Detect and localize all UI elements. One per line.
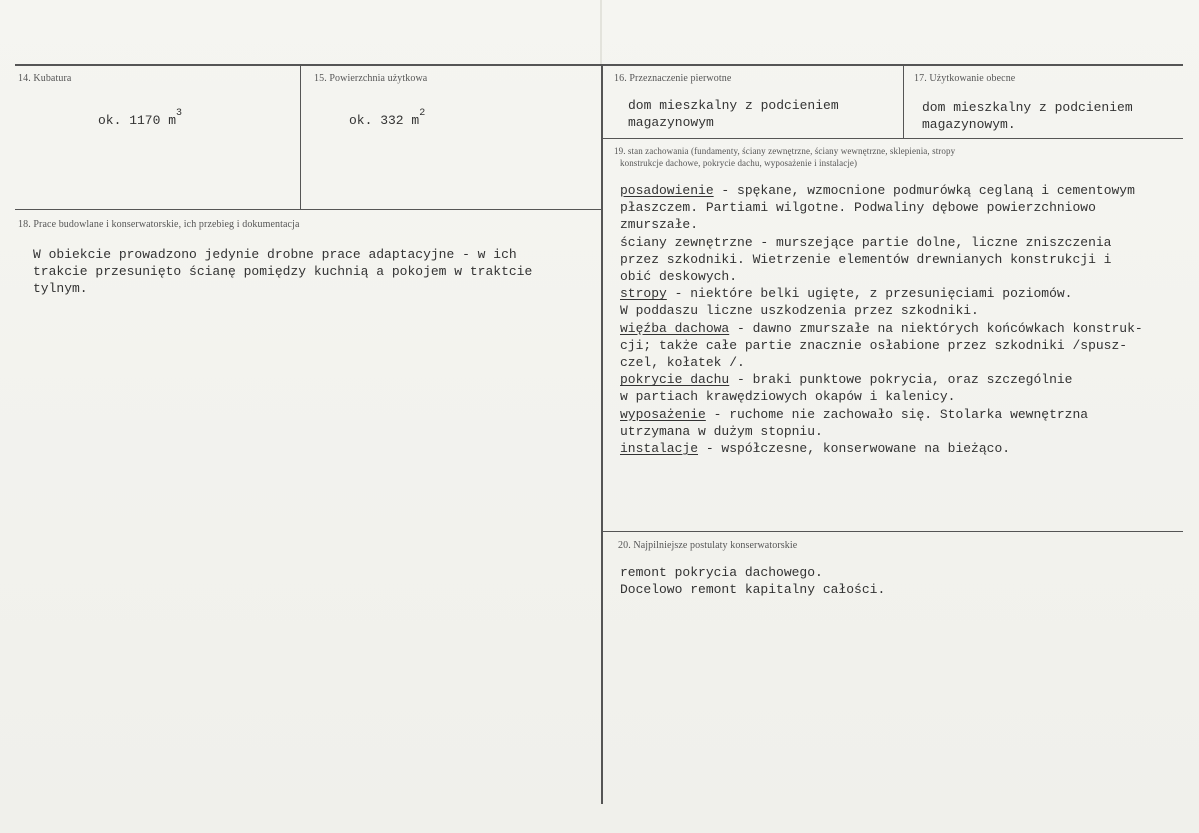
right-row-rule-2 [603, 531, 1183, 532]
field-18-text [33, 246, 532, 298]
field-14-label: 14. Kubatura [18, 73, 72, 84]
postulate-line: remont pokrycia dachowego. [620, 565, 823, 580]
field-19-text [620, 182, 1143, 457]
center-divider [601, 66, 603, 804]
condition-line: pokrycie dachu - braki punktowe pokrycia, oraz szczególnie [620, 372, 1073, 388]
field-17-value [922, 99, 1133, 133]
field-16-value [628, 97, 839, 131]
condition-heading: pokrycie dachu [620, 372, 730, 388]
original-purpose-line-2: magazynowym [628, 115, 714, 131]
field-20-text [620, 564, 885, 598]
condition-line: zmurszałe. [620, 217, 699, 233]
condition-heading: wyposażenie [620, 406, 706, 422]
condition-heading: posadowienie [620, 183, 714, 198]
postulate-line: Docelowo remont kapitalny całości. [620, 582, 886, 598]
condition-line: przez szkodniki. Wietrzenie elementów drewnianych konstrukcji i [620, 251, 1112, 267]
right-row-rule-1 [603, 138, 1183, 139]
condition-line: posadowienie - spękane, wzmocnione podmurówką ceglaną i cementowym [620, 183, 1135, 198]
cubature-value: ok. 1170 m [98, 113, 177, 128]
condition-line: w partiach krawędziowych okapów i kalenicy. [620, 389, 956, 405]
field-20-label: 20. Najpilniejsze postulaty konserwatorskie [618, 540, 798, 551]
condition-line: wyposażenie - ruchome nie zachowało się. Stolarka wewnętrzna [620, 406, 1089, 422]
condition-line: utrzymana w dużym stopniu. [620, 423, 823, 439]
field-15-value [349, 107, 426, 129]
top-rule [15, 64, 1183, 66]
usable-area-exponent: 2 [419, 107, 426, 119]
usable-area-value: ok. 332 m [349, 113, 420, 128]
condition-heading: instalacje [620, 441, 699, 457]
condition-line: stropy - niektóre belki ugięte, z przesunięciami poziomów. [620, 286, 1073, 302]
card-fold [600, 0, 602, 64]
condition-heading: więźba dachowa [620, 320, 730, 336]
field-16-label: 16. Przeznaczenie pierwotne [614, 73, 732, 84]
condition-line: obić deskowych. [620, 269, 738, 285]
condition-heading: stropy [620, 286, 667, 302]
vertical-divider-14-15 [300, 66, 301, 210]
vertical-divider-16-17 [903, 66, 904, 138]
current-use-line-2: magazynowym. [922, 117, 1016, 133]
current-use-line-1: dom mieszkalny z podcieniem [922, 100, 1133, 115]
original-purpose-line-1: dom mieszkalny z podcieniem [628, 98, 839, 113]
condition-line: czel, kołatek /. [620, 355, 745, 371]
condition-line: instalacje - współczesne, konserwowane na bieżąco. [620, 441, 1011, 457]
condition-line: W poddaszu liczne uszkodzenia przez szkodniki. [620, 303, 979, 319]
field-18-label: 18. Prace budowlane i konserwatorskie, ich przebieg i dokumentacja [18, 219, 300, 230]
field-14-value [98, 107, 183, 129]
cubature-exponent: 3 [176, 107, 183, 119]
field-19-label-line-1: 19. stan zachowania (fundamenty, ściany zewnętrzne, ściany wewnętrzne, sklepienia, stropy [614, 146, 956, 156]
condition-line: płaszczem. Partiami wilgotne. Podwaliny dębowe powierzchniowo [620, 200, 1096, 216]
field-17-label: 17. Użytkowanie obecne [914, 73, 1016, 84]
condition-line: więźba dachowa - dawno zmurszałe na niektórych końcówkach konstruk- [620, 320, 1143, 336]
field-19-label-line-2: konstrukcje dachowe, pokrycie dachu, wyposażenie i instalacje) [620, 158, 858, 168]
works-line: W obiekcie prowadzono jedynie drobne prace adaptacyjne - w ich [33, 247, 517, 262]
field-15-label: 15. Powierzchnia użytkowa [314, 73, 428, 84]
left-row-rule [15, 209, 601, 210]
works-line: trakcie przesunięto ścianę pomiędzy kuchnią a pokojem w traktcie [33, 264, 533, 280]
condition-line: cji; także całe partie znacznie osłabione przez szkodniki /spusz- [620, 337, 1128, 353]
works-line: tylnym. [33, 281, 88, 297]
condition-line: ściany zewnętrzne - murszejące partie dolne, liczne zniszczenia [620, 234, 1112, 250]
